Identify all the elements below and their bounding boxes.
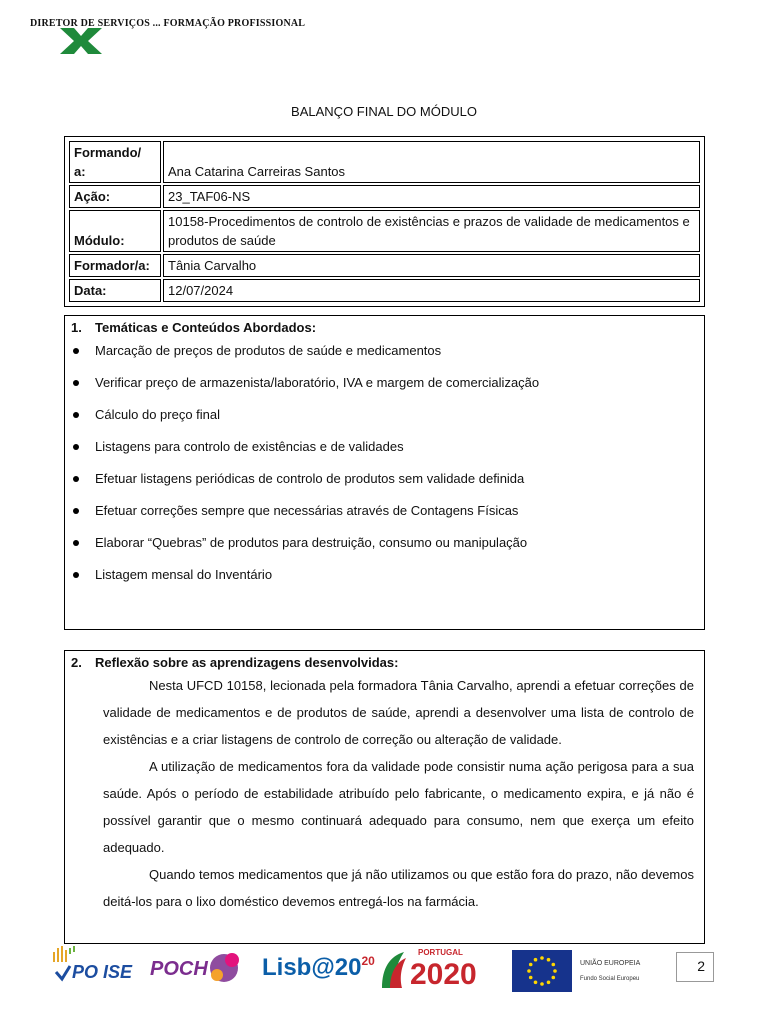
list-item <box>71 341 698 373</box>
eu-fund-label: Fundo Social Europeu <box>580 976 640 982</box>
table-row <box>69 185 700 208</box>
list-item <box>71 437 698 469</box>
section-number: 2. <box>71 655 82 670</box>
list-item-text: Elaborar “Quebras” de produtos para destruição, consumo ou manipulação <box>95 535 528 550</box>
trainee-label: Formando/ a: <box>69 141 161 183</box>
action-value: 23_TAF06-NS <box>163 185 700 208</box>
action-label: Ação: <box>69 185 161 208</box>
topics-list <box>71 341 698 597</box>
topics-section <box>64 315 705 630</box>
section-title-text: Reflexão sobre as aprendizagens desenvolvidas: <box>95 655 399 670</box>
list-item-text: Efetuar correções sempre que necessárias através de Contagens Físicas <box>95 503 519 518</box>
list-item-text: Listagem mensal do Inventário <box>95 567 273 582</box>
list-item <box>71 373 698 405</box>
list-item-text: Verificar preço de armazenista/laboratório, IVA e margem de comercialização <box>95 375 540 390</box>
paragraph: Nesta UFCD 10158, lecionada pela formadora Tânia Carvalho, aprendi a efetuar correções de validade de medicamentos e de produtos de saúde, aprendi a desenvolver uma lista de controlo de existências e a criar listagens de controlo de correção ou alteração de validade. <box>103 678 694 747</box>
trainer-label: Formador/a: <box>69 254 161 277</box>
bullet-icon <box>73 412 79 418</box>
bullet-icon <box>73 476 79 482</box>
bullet-icon <box>73 348 79 354</box>
bullet-icon <box>73 508 79 514</box>
list-item <box>71 405 698 437</box>
footer-logos <box>44 938 724 998</box>
check-icon <box>54 964 72 982</box>
poch-graphic-icon <box>204 948 244 988</box>
bullet-icon <box>73 444 79 450</box>
table-row <box>69 254 700 277</box>
trainer-value: Tânia Carvalho <box>163 254 700 277</box>
header-org-text: DIRETOR DE SERVIÇOS ... FORMAÇÃO PROFISSIONAL <box>30 18 306 29</box>
portugal-flag-icon <box>378 950 408 990</box>
module-label: Módulo: <box>69 210 161 252</box>
section-title-text: Temáticas e Conteúdos Abordados: <box>95 320 317 335</box>
portugal2020-logo <box>378 946 508 996</box>
lisboa2020-logo <box>262 954 375 982</box>
date-value: 12/07/2024 <box>163 279 700 302</box>
eu-label: UNIÃO EUROPEIA <box>580 960 641 967</box>
bullet-icon <box>73 572 79 578</box>
module-value: 10158-Procedimentos de controlo de existências e prazos de validade de medicamentos e produtos de saúde <box>163 210 700 252</box>
section-number: 1. <box>71 320 82 335</box>
paragraph: A utilização de medicamentos fora da validade pode consistir numa ação perigosa para a sua saúde. Após o período de estabilidade atribuído pelo fabricante, o medicamento expira, e já não é possível garantir que o mesmo continuará adequado para consumo, nem que exerça um efeito adequado. <box>103 759 694 855</box>
list-item-text: Efetuar listagens periódicas de controlo de produtos sem validade definida <box>95 471 525 486</box>
info-table <box>64 136 705 307</box>
portugal-2020: 2020 <box>410 958 477 991</box>
list-item <box>71 565 698 597</box>
trainee-value: Ana Catarina Carreiras Santos <box>163 141 700 183</box>
list-item <box>71 533 698 565</box>
list-item-text: Cálculo do preço final <box>95 407 221 422</box>
poise-text: PO ISE <box>72 962 133 982</box>
poise-icon <box>52 944 78 964</box>
lisboa-sup: 20 <box>361 954 375 968</box>
reflection-section <box>64 650 705 944</box>
bullet-icon <box>73 540 79 546</box>
list-item-text: Marcação de preços de produtos de saúde e medicamentos <box>95 343 442 358</box>
date-label: Data: <box>69 279 161 302</box>
page-number: 2 <box>676 952 714 982</box>
paragraph: Quando temos medicamentos que já não utilizamos ou que estão fora do prazo, não devemos deitá-los para o lixo doméstico devemos entregá-los na farmácia. <box>103 867 694 909</box>
table-row <box>69 279 700 302</box>
lisboa-text: Lisb@20 <box>262 954 362 981</box>
list-item <box>71 469 698 501</box>
poch-logo <box>148 948 248 994</box>
section-title <box>71 319 698 337</box>
list-item <box>71 501 698 533</box>
table-row <box>69 210 700 252</box>
poch-text: POCH <box>150 958 208 980</box>
eu-flag <box>512 950 572 997</box>
section-title <box>71 654 698 672</box>
list-item-text: Listagens para controlo de existências e de validades <box>95 439 404 454</box>
poise-logo <box>50 942 138 992</box>
reflection-text <box>103 672 694 915</box>
bullet-icon <box>73 380 79 386</box>
page-title: BALANÇO FINAL DO MÓDULO <box>291 104 477 119</box>
organization-logo <box>56 22 106 60</box>
eu-stars-icon <box>512 950 572 992</box>
table-row <box>69 141 700 183</box>
portugal-label: PORTUGAL <box>418 948 463 957</box>
